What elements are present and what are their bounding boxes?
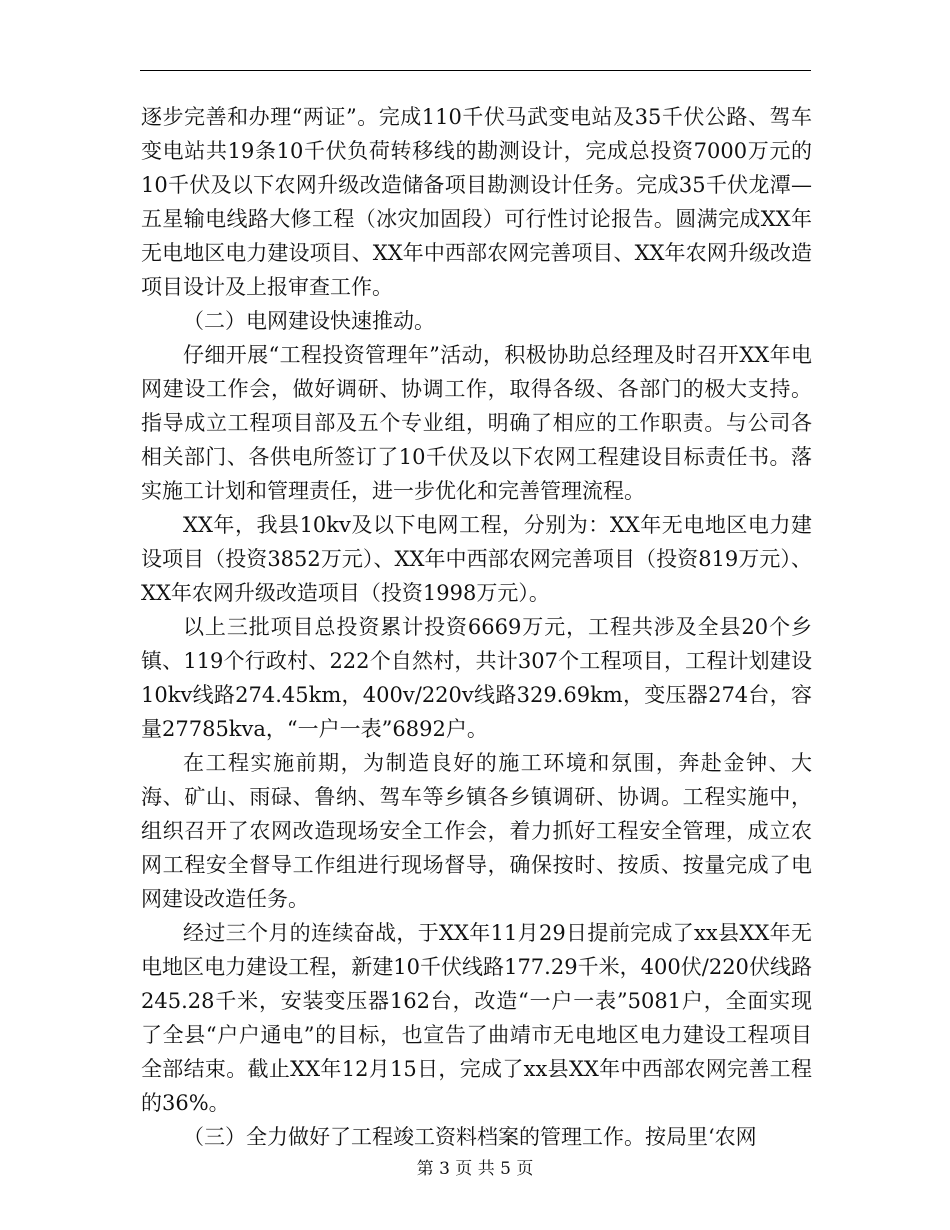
section-heading: （三）全力做好了工程竣工资料档案的管理工作。按局里‘农网 — [183, 1125, 757, 1149]
paragraph: 经过三个月的连续奋战，于XX年11月29日提前完成了xx县XX年无电地区电力建设工程，新建10千伏线路177.29千米，400伏/220伏线路245.28千米，安装变压器162台，改造“一户一表”5081户，全面实现了全县“户户通电”的目标，也宣告了曲靖市无电地区电力建设工程项目全部结束。截止XX年12月15日，完成了xx县XX年中西部农网完善工程的36%。 — [141, 921, 812, 1115]
paragraph: 在工程实施前期，为制造良好的施工环境和氛围，奔赴金钟、大海、矿山、雨碌、鲁纳、驾车等乡镇各乡镇调研、协调。工程实施中，组织召开了农网改造现场安全工作会，着力抓好工程安全管理，成立农网工程安全督导工作组进行现场督导，确保按时、按质、按量完成了电网建设改造任务。 — [141, 751, 812, 911]
paragraph: 仔细开展“工程投资管理年”活动，积极协助总经理及时召开XX年电网建设工作会，做好调研、协调工作，取得各级、各部门的极大支持。指导成立工程项目部及五个专业组，明确了相应的工作职责。与公司各相关部门、各供电所签订了10千伏及以下农网工程建设目标责任书。落实施工计划和管理责任，进一步优化和完善管理流程。 — [141, 343, 812, 503]
paragraph: 逐步完善和办理“两证”。完成110千伏马武变电站及35千伏公路、驾车变电站共19条10千伏负荷转移线的勘测设计，完成总投资7000万元的10千伏及以下农网升级改造储备项目勘测设计任务。完成35千伏龙潭—五星输电线路大修工程（冰灾加固段）可行性讨论报告。圆满完成XX年无电地区电力建设项目、XX年中西部农网完善项目、XX年农网升级改造项目设计及上报审查工作。 — [141, 105, 812, 299]
document-body — [141, 100, 812, 1154]
paragraph: XX年，我县10kv及以下电网工程，分别为：XX年无电地区电力建设项目（投资3852万元）、XX年中西部农网完善项目（投资819万元）、XX年农网升级改造项目（投资1998万元）。 — [141, 513, 812, 605]
paragraph: 以上三批项目总投资累计投资6669万元，工程共涉及全县20个乡镇、119个行政村、222个自然村，共计307个工程项目，工程计划建设10kv线路274.45km，400v/220v线路329.69km，变压器274台，容量27785kva，“一户一表”6892户。 — [141, 615, 812, 741]
header-rule — [140, 70, 811, 71]
section-heading: （二）电网建设快速推动。 — [183, 309, 435, 333]
page-number: 第 3 页 共 5 页 — [416, 1159, 534, 1179]
